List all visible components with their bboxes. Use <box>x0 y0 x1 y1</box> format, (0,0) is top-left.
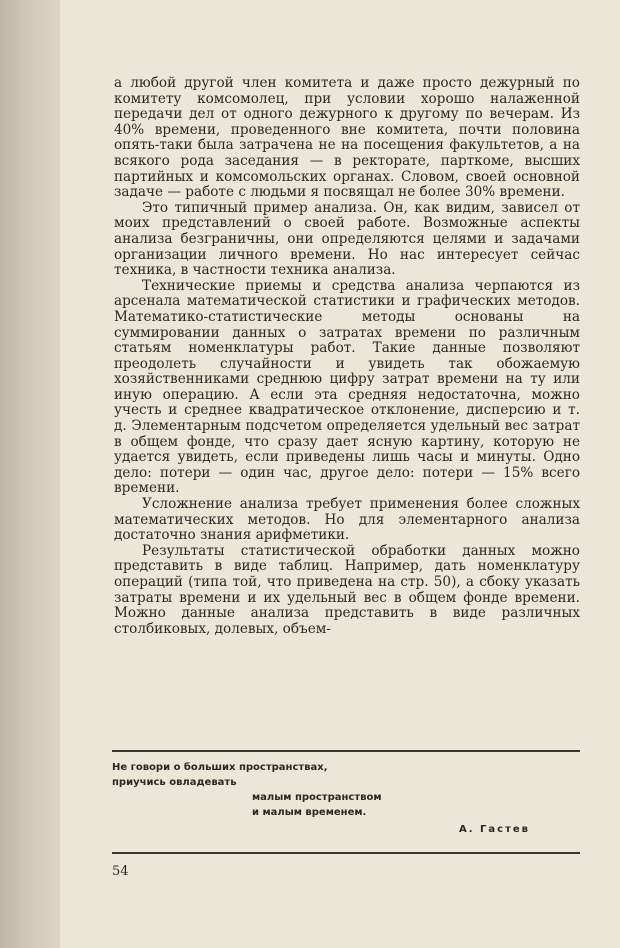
epigraph-line-3: малым пространством <box>252 792 382 803</box>
paragraph-4: Усложнение анализа требует применения более сложных математических методов. Но для элементарного анализа достаточно знания арифметики. <box>114 496 580 544</box>
epigraph-author: А. Гастев <box>459 824 530 835</box>
epigraph-line-4: и малым временем. <box>252 807 367 818</box>
epigraph <box>112 760 582 837</box>
paragraph-5: Результаты статистической обработки данных можно представить в виде таблиц. Например, дать номенклатуру операций (типа той, что приведена на стр. 50), а сбоку указать затраты времени и их удельный вес в общем фонде времени. Можно данные анализа представить в виде различных столбиковых, долевых, объем- <box>114 542 580 637</box>
epigraph-bottom-rule <box>112 852 580 854</box>
epigraph-top-rule <box>112 750 580 752</box>
paragraph-1: а любой другой член комитета и даже просто дежурный по комитету комсомолец, при условии хорошо налаженной передачи дел от одного дежурного к другому по вечерам. Из 40% времени, проведенного вне комитета, почти половина опять-таки была затрачена не на посещения факультетов, а на всякого рода заседания — в ректорате, парткоме, высших партийных и комсомольских органах. Словом, своей основной задаче — работе с людьми я посвящал не более 30% времени. <box>114 75 580 201</box>
epigraph-line-1: Не говори о больших пространствах, <box>112 762 328 773</box>
page-number: 54 <box>112 864 129 879</box>
book-spine-edge <box>0 0 60 948</box>
main-text <box>114 76 580 637</box>
paragraph-3: Технические приемы и средства анализа черпаются из арсенала математической статистики и графических методов. Математико-статистические методы основаны на суммировании данных о затратах времени по различным статьям номенклатуры работ. Такие данные позволяют преодолеть случайности и увидеть так обожаемую хозяйственниками среднюю цифру затрат времени на ту или иную операцию. А если эта средняя недостаточна, можно учесть и среднее квадратическое отклонение, дисперсию и т. д. Элементарным подсчетом определяется удельный вес затрат в общем фонде, что сразу дает ясную картину, которую не удается увидеть, если приведены лишь часы и минуты. Одно дело: потери — один час, другое дело: потери — 15% всего времени. <box>114 277 580 497</box>
epigraph-line-2: приучись овладевать <box>112 777 237 788</box>
paragraph-2: Это типичный пример анализа. Он, как видим, зависел от моих представлений о своей работе. Возможные аспекты анализа безграничны, они определяются целями и задачами организации личного времени. Но нас интересует сейчас техника, в частности техника анализа. <box>114 199 580 279</box>
